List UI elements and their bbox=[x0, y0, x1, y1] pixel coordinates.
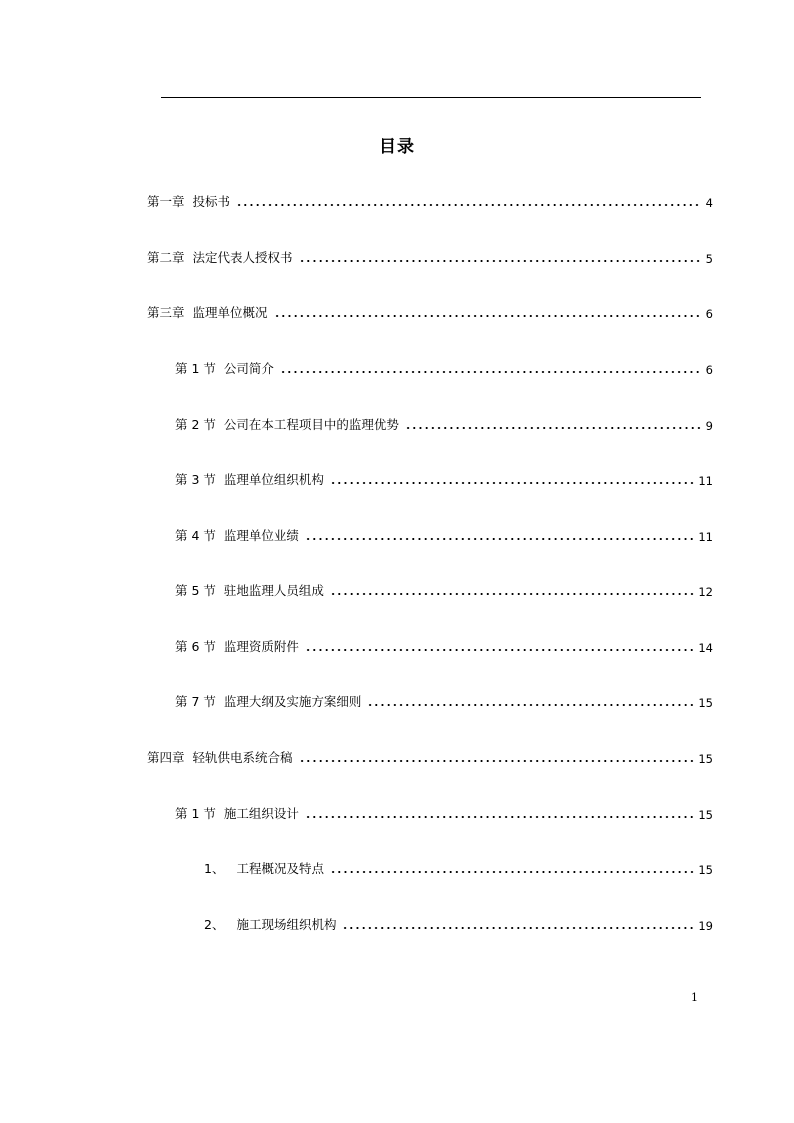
header-rule bbox=[161, 97, 701, 98]
toc-entry-page: 15 bbox=[698, 752, 713, 766]
toc-entry-label: 公司简介 bbox=[223, 361, 274, 376]
toc-leader-dots bbox=[330, 592, 694, 596]
toc-entry-label: 监理资质附件 bbox=[223, 639, 299, 654]
toc-entry-page: 6 bbox=[705, 363, 713, 377]
page-number: 1 bbox=[691, 991, 698, 1004]
toc-entry[interactable] bbox=[175, 357, 713, 377]
toc-entry-page: 14 bbox=[698, 641, 713, 655]
toc-entry[interactable] bbox=[147, 746, 713, 766]
toc-entry-number: 第 4 节 bbox=[175, 528, 216, 543]
toc-entry[interactable] bbox=[204, 857, 713, 877]
toc-entry-page: 15 bbox=[698, 863, 713, 877]
toc-entry[interactable] bbox=[175, 690, 713, 710]
toc-entry[interactable] bbox=[175, 413, 713, 433]
toc-entry-page: 15 bbox=[698, 696, 713, 710]
toc-entry-number: 第四章 bbox=[147, 750, 185, 765]
toc-entry-label: 轻轨供电系统合稿 bbox=[192, 750, 293, 765]
toc-entry-number: 第 1 节 bbox=[175, 361, 216, 376]
toc-entry-page: 5 bbox=[705, 252, 713, 266]
toc-entry[interactable] bbox=[204, 913, 713, 933]
toc-entry[interactable] bbox=[147, 190, 713, 210]
toc-entry[interactable] bbox=[147, 246, 713, 266]
toc-entry-label: 监理单位组织机构 bbox=[223, 472, 324, 487]
toc-entry-number: 第 7 节 bbox=[175, 694, 216, 709]
toc-entry-number: 第 6 节 bbox=[175, 639, 216, 654]
toc-entry-page: 12 bbox=[698, 585, 713, 599]
toc-entry-number: 第二章 bbox=[147, 250, 185, 265]
toc-entry-label: 驻地监理人员组成 bbox=[223, 583, 324, 598]
toc-entry-page: 9 bbox=[705, 419, 713, 433]
toc-entry[interactable] bbox=[175, 579, 713, 599]
toc-leader-dots bbox=[330, 870, 694, 874]
toc-entry-number: 第 1 节 bbox=[175, 806, 216, 821]
toc-entry-label: 监理单位业绩 bbox=[223, 528, 299, 543]
toc-leader-dots bbox=[299, 259, 701, 263]
toc-entry-page: 6 bbox=[705, 307, 713, 321]
toc-entry-label: 监理大纲及实施方案细则 bbox=[223, 694, 362, 709]
toc-entry-label: 投标书 bbox=[192, 194, 231, 209]
toc-entry-page: 19 bbox=[698, 919, 713, 933]
toc-entry-page: 11 bbox=[698, 474, 713, 488]
toc-entry-page: 11 bbox=[698, 530, 713, 544]
toc-entry-label: 公司在本工程项目中的监理优势 bbox=[223, 417, 399, 432]
toc-leader-dots bbox=[405, 426, 701, 430]
toc-entry-label: 监理单位概况 bbox=[192, 305, 268, 320]
toc-entry-number: 第 5 节 bbox=[175, 583, 216, 598]
toc-entry-label: 工程概况及特点 bbox=[236, 861, 324, 876]
toc-leader-dots bbox=[330, 481, 694, 485]
toc-entry-label: 法定代表人授权书 bbox=[192, 250, 293, 265]
toc-entry-page: 15 bbox=[698, 808, 713, 822]
toc-entry-number: 1、 bbox=[204, 861, 225, 876]
toc-entry-label: 施工现场组织机构 bbox=[236, 917, 337, 932]
toc-entry-number: 第一章 bbox=[147, 194, 185, 209]
toc-entry[interactable] bbox=[175, 524, 713, 544]
toc-entry-label: 施工组织设计 bbox=[223, 806, 299, 821]
toc-entry-number: 第三章 bbox=[147, 305, 185, 320]
toc-leader-dots bbox=[367, 703, 694, 707]
toc-entry[interactable] bbox=[175, 468, 713, 488]
toc-leader-dots bbox=[342, 926, 694, 930]
toc-entry-number: 第 2 节 bbox=[175, 417, 216, 432]
toc-entry[interactable] bbox=[175, 635, 713, 655]
toc-leader-dots bbox=[274, 314, 701, 318]
toc-entry[interactable] bbox=[175, 802, 713, 822]
toc-leader-dots bbox=[280, 370, 701, 374]
toc-leader-dots bbox=[305, 648, 694, 652]
toc-entry[interactable] bbox=[147, 301, 713, 321]
toc-entry-number: 第 3 节 bbox=[175, 472, 216, 487]
toc-leader-dots bbox=[236, 203, 701, 207]
toc-leader-dots bbox=[299, 759, 695, 763]
toc-entry-number: 2、 bbox=[204, 917, 225, 932]
toc-entry-page: 4 bbox=[705, 196, 713, 210]
toc-title: 目录 bbox=[379, 137, 415, 157]
toc-leader-dots bbox=[305, 537, 694, 541]
toc-leader-dots bbox=[305, 815, 694, 819]
